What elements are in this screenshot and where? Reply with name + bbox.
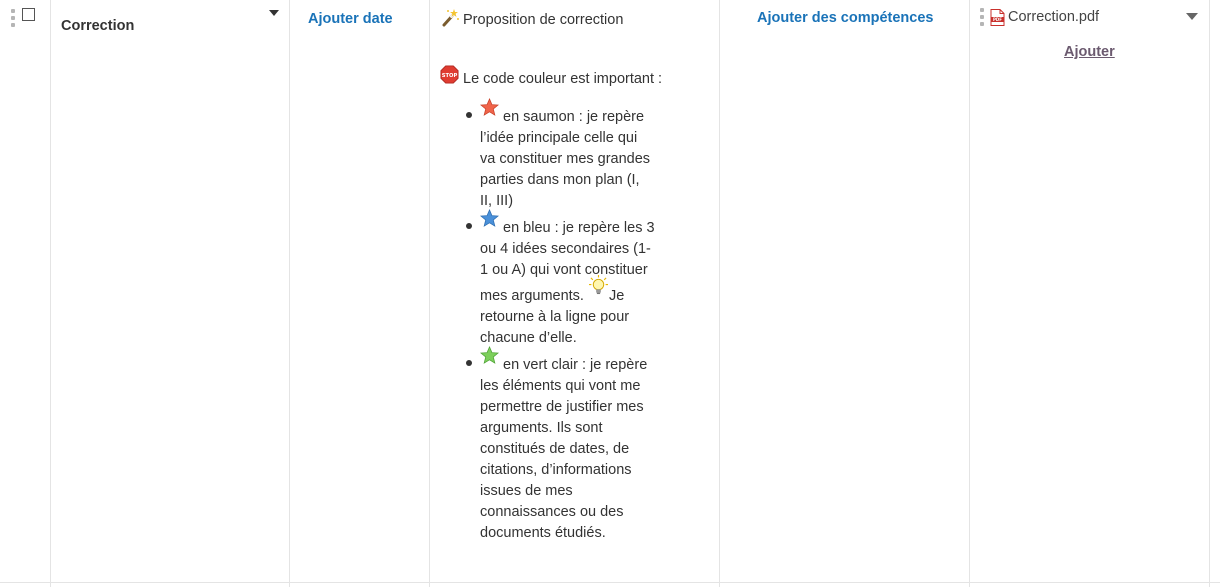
magic-wand-icon — [440, 8, 460, 28]
correction-content — [440, 10, 680, 547]
blue-star-icon — [480, 209, 499, 228]
list-item: en saumon : je repère l’idée principale celle qui va constituer mes grandes parties dans mon plan (I, II, III) — [480, 104, 655, 212]
column-divider — [50, 0, 51, 587]
file-menu-caret-icon[interactable] — [1186, 13, 1198, 20]
list-item: en vert clair : je repère les éléments qui vont me permettre de justifier mes arguments. Ils sont constitués de dates, de citations, d’informations issues de mes connaissances ou des documents étudiés. — [480, 352, 655, 544]
column-divider — [1209, 0, 1210, 587]
svg-text:STOP: STOP — [441, 72, 458, 79]
file-name-link[interactable]: Correction.pdf — [1008, 9, 1100, 25]
add-date-link[interactable]: Ajouter date — [308, 11, 393, 27]
color-code-text: Le code couleur est important : — [463, 71, 663, 87]
attached-file[interactable] — [980, 8, 1099, 26]
light-bulb-icon — [589, 275, 608, 296]
salmon-star-icon — [480, 98, 499, 117]
row-menu-caret-icon[interactable] — [269, 10, 279, 16]
stop-sign-icon — [440, 65, 459, 84]
row-divider — [0, 582, 1220, 583]
column-divider — [969, 0, 970, 587]
list-item: en bleu : je repère les 3 ou 4 idées secondaires (1-1 ou A) qui vont constituer mes arguments. Je retourne à la ligne pour chacune d’elle. — [480, 215, 655, 349]
color-code-list — [440, 104, 655, 544]
column-divider — [429, 0, 430, 587]
column-divider — [719, 0, 720, 587]
pdf-file-icon — [990, 9, 1005, 26]
color-code-line — [440, 69, 680, 90]
proposition-line — [440, 10, 680, 36]
row-title: Correction — [61, 18, 135, 34]
green-star-icon — [480, 346, 499, 365]
row-drag-handle-icon[interactable] — [11, 9, 15, 27]
file-drag-handle-icon[interactable] — [980, 8, 984, 26]
column-divider — [289, 0, 290, 587]
row-select-checkbox[interactable] — [22, 8, 35, 21]
add-file-link[interactable]: Ajouter — [1064, 44, 1115, 60]
svg-text:PDF: PDF — [993, 16, 1002, 22]
proposition-label: Proposition de correction — [463, 12, 624, 28]
add-skills-link[interactable]: Ajouter des compétences — [757, 10, 934, 26]
